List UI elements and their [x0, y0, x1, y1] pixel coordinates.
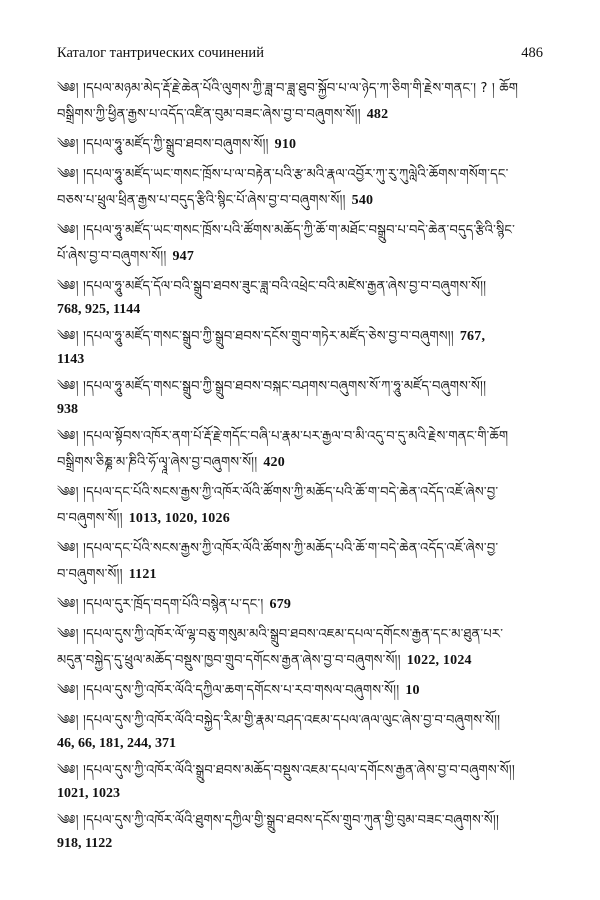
catalog-entry	[57, 480, 557, 532]
entry-title-line	[57, 274, 557, 300]
entry-refs: 918, 1122	[57, 836, 113, 851]
catalog-entry	[57, 592, 557, 618]
entry-title-text: བཅས་པ་ཕྲུལ་ཕྲིན་རྒྱས་པ་བདུད་རྩིའི་སྙིང་པོ་ཞེས་བྱ་བ་བཞུགས་སོ།།	[57, 193, 346, 208]
entry-title-line	[57, 562, 557, 588]
entry-refs: 10	[405, 683, 420, 698]
catalog-entry	[57, 76, 557, 128]
entry-title-line	[57, 622, 557, 648]
entry-title-text: ༄༅། །དཔལ་མཉམ་མེད་རྡོ་རྗེ་ཆེན་པོའི་ལུགས་ཀྱི་ཟླ་བ་ཟླ་ཐུབ་སྐྱོབ་པ་ལ་ཉེད་ཀ་ཅིག་གི་རྗེས་གནང་། ? ། ཆོག	[57, 81, 519, 96]
running-title: Каталог тантрических сочинений	[57, 45, 264, 61]
entry-refs: 540	[351, 193, 374, 208]
catalog-entry	[57, 622, 557, 674]
entry-title-text: ༄༅། །དཔལ་ཧཱུ་མཛོད་ཀྱི་སྒྲུབ་ཐབས་བཞུགས་སོ།།	[57, 137, 269, 152]
entry-title-line	[57, 132, 557, 158]
entry-title-text: ༄༅། །དཔལ་དུས་ཀྱི་འཁོར་ལོའི་ཐུགས་དཀྱིལ་གྱི་སྒྲུབ་ཐབས་དངོས་གྲུབ་ཀུན་གྱི་བུམ་བཟང་བཞུགས་སོ།།	[57, 813, 500, 828]
entry-refs: 947	[172, 249, 195, 264]
entry-title-line	[57, 374, 557, 400]
entry-title-text: ༄༅། །དཔལ་ཧཱུ་མཛོད་ཡང་གསང་ཁྲོས་པ་ལ་བརྟེན་པའི་རྩ་མའི་རྣལ་འབྱོར་ཀུ་རུ་ཀུལླེའི་ཆོགས་གསོག་དང་	[57, 167, 509, 182]
entry-title-line	[57, 678, 557, 704]
entry-title-line	[57, 450, 557, 476]
entry-title-text: ༄༅། །དཔལ་དུར་ཁྲོད་བདག་པོའི་བསྙེན་པ་དང་།	[57, 597, 264, 612]
entry-title-line	[57, 648, 557, 674]
entry-title-text: བསྒྲིགས་ཀྱི་ཕྱིན་རྒྱས་པ་འདོད་འཛིན་བུམ་བཟང་ཞེས་བྱ་བ་བཞུགས་སོ།།	[57, 107, 361, 122]
entry-refs: 1013, 1020, 1026	[128, 511, 230, 526]
entry-title-text: ༄༅། །དཔལ་སྟོབས་འཁོར་ནག་པོ་རྡོ་རྗེ་གདོང་བཞི་པ་རྣམ་པར་རྒྱལ་བ་མི་འདུ་བ་དུ་མའི་རྗེས་གནང་གི་ཆོག	[57, 429, 509, 444]
entry-title-line	[57, 244, 557, 270]
entry-title-line	[57, 480, 557, 506]
entry-title-line	[57, 188, 557, 214]
catalog-entry	[57, 132, 557, 158]
catalog-entry	[57, 374, 557, 420]
entry-refs: 768, 925, 1144	[57, 302, 141, 317]
catalog-entry	[57, 536, 557, 588]
entry-refs: 1021, 1023	[57, 786, 120, 801]
entry-title-line	[57, 536, 557, 562]
entry-refs: 938	[57, 402, 78, 417]
entry-refs: 767,	[459, 329, 486, 344]
entry-title-text: ༄༅། །དཔལ་དུས་ཀྱི་འཁོར་ལོ་ལྷ་བཅུ་གསུམ་མའི་སྒྲུབ་ཐབས་འཇམ་དཔལ་དགོངས་རྒྱན་དང་མ་ཐུན་པར་	[57, 627, 504, 642]
catalog-entry	[57, 708, 557, 754]
entry-title-line	[57, 218, 557, 244]
entry-title-text: བསྒྲིགས་ཅིཎྞ་མ་ཎིའི་ཧོ་ལྭཱ་ཞེས་བྱ་བཞུགས་སོ།།	[57, 455, 258, 470]
catalog-entry	[57, 274, 557, 320]
entry-title-text: མདུན་བསྐྱེད་དུ་ཕྲུལ་མཆོད་བསྡུས་ཁྱབ་གྲུབ་དགོངས་རྒྱན་ཞེས་བྱ་བ་བཞུགས་སོ།།	[57, 653, 401, 668]
entry-refs-continued: 1143	[57, 352, 85, 367]
catalog-entry	[57, 324, 557, 370]
entry-title-line	[57, 102, 557, 128]
entry-title-text: པོ་ཞེས་བྱ་བ་བཞུགས་སོ།།	[57, 249, 167, 264]
entry-title-text: ༄༅། །དཔལ་དུས་ཀྱི་འཁོར་ལོའི་སྒྲུབ་ཐབས་མཆོད་བསྡུས་འཇམ་དཔལ་དགོངས་རྒྱན་ཞེས་བྱ་བ་བཞུགས་སོ།།	[57, 763, 515, 778]
catalog-entries	[57, 76, 557, 858]
entry-title-line	[57, 324, 557, 350]
entry-refs: 1022, 1024	[406, 653, 472, 668]
catalog-entry	[57, 808, 557, 854]
entry-title-text: ༄༅། །དཔལ་ཧཱུ་མཛོད་གསང་སྒྲུབ་ཀྱི་སྒྲུབ་ཐབས་བསྐང་བཤགས་བཞུགས་སོ་ཀ་ཧཱུ་མཛོད་བཞུགས་སོ།།	[57, 379, 487, 394]
entry-title-line	[57, 592, 557, 618]
entry-title-text: བ་བཞུགས་སོ།།	[57, 511, 123, 526]
page-number: 486	[521, 45, 543, 61]
entry-title-text: ༄༅། །དཔལ་དང་པོའི་སངས་རྒྱས་ཀྱི་འཁོར་ལོའི་ཚོགས་ཀྱི་མཆོད་པའི་ཆོ་ག་བདེ་ཆེན་འདོད་འཇོ་ཞེས་བྱ་	[57, 485, 499, 500]
catalog-entry	[57, 162, 557, 214]
entry-title-text: ༄༅། །དཔལ་དང་པོའི་སངས་རྒྱས་ཀྱི་འཁོར་ལོའི་ཚོགས་ཀྱི་མཆོད་པའི་ཆོ་ག་བདེ་ཆེན་འདོད་འཇོ་ཞེས་བྱ་	[57, 541, 499, 556]
catalog-entry	[57, 218, 557, 270]
entry-title-text: བ་བཞུགས་སོ།།	[57, 567, 123, 582]
entry-refs: 1121	[128, 567, 157, 582]
entry-title-line	[57, 162, 557, 188]
entry-refs: 910	[274, 137, 297, 152]
entry-refs: 679	[269, 597, 292, 612]
entry-title-text: ༄༅། །དཔལ་དུས་ཀྱི་འཁོར་ལོའི་དཀྱིལ་ཆག་དགོངས་པ་རབ་གསལ་བཞུགས་སོ།།	[57, 683, 400, 698]
catalog-entry	[57, 758, 557, 804]
catalog-entry	[57, 424, 557, 476]
entry-refs: 46, 66, 181, 244, 371	[57, 736, 176, 751]
entry-title-line	[57, 708, 557, 734]
entry-title-line	[57, 758, 557, 784]
entry-title-line	[57, 506, 557, 532]
entry-title-text: ༄༅། །དཔལ་ཧཱུ་མཛོད་གསང་སྒྲུབ་ཀྱི་སྒྲུབ་ཐབས་དངོས་གྲུབ་གཏེར་མཛོད་ཅེས་བྱ་བ་བཞུགས།།	[57, 329, 454, 344]
entry-title-line	[57, 76, 557, 102]
entry-title-text: ༄༅། །དཔལ་ཧཱུ་མཛོད་དོལ་བའི་སྒྲུབ་ཐབས་ཟུང་ཟླ་བའི་འཕྲེང་བའི་མཛེས་རྒྱན་ཞེས་བྱ་བ་བཞུགས་སོ།།	[57, 279, 487, 294]
entry-refs: 482	[366, 107, 389, 122]
entry-title-line	[57, 808, 557, 834]
entry-title-line	[57, 424, 557, 450]
catalog-entry	[57, 678, 557, 704]
entry-title-text: ༄༅། །དཔལ་དུས་ཀྱི་འཁོར་ལོའི་བསྐྱེད་རིམ་གྱི་རྣམ་བཤད་འཇམ་དཔལ་ཞལ་ལུང་ཞེས་བྱ་བ་བཞུགས་སོ།།	[57, 713, 501, 728]
entry-refs: 420	[263, 455, 285, 470]
running-head	[57, 45, 543, 62]
entry-title-text: ༄༅། །དཔལ་ཧཱུ་མཛོད་ཡང་གསང་ཁྲོས་པའི་ཚོགས་མཆོད་ཀྱི་ཆོ་ག་མཐོང་བསྒྲུབ་པ་བདེ་ཆེན་བདུད་རྩིའི་སྙིང་	[57, 223, 516, 238]
